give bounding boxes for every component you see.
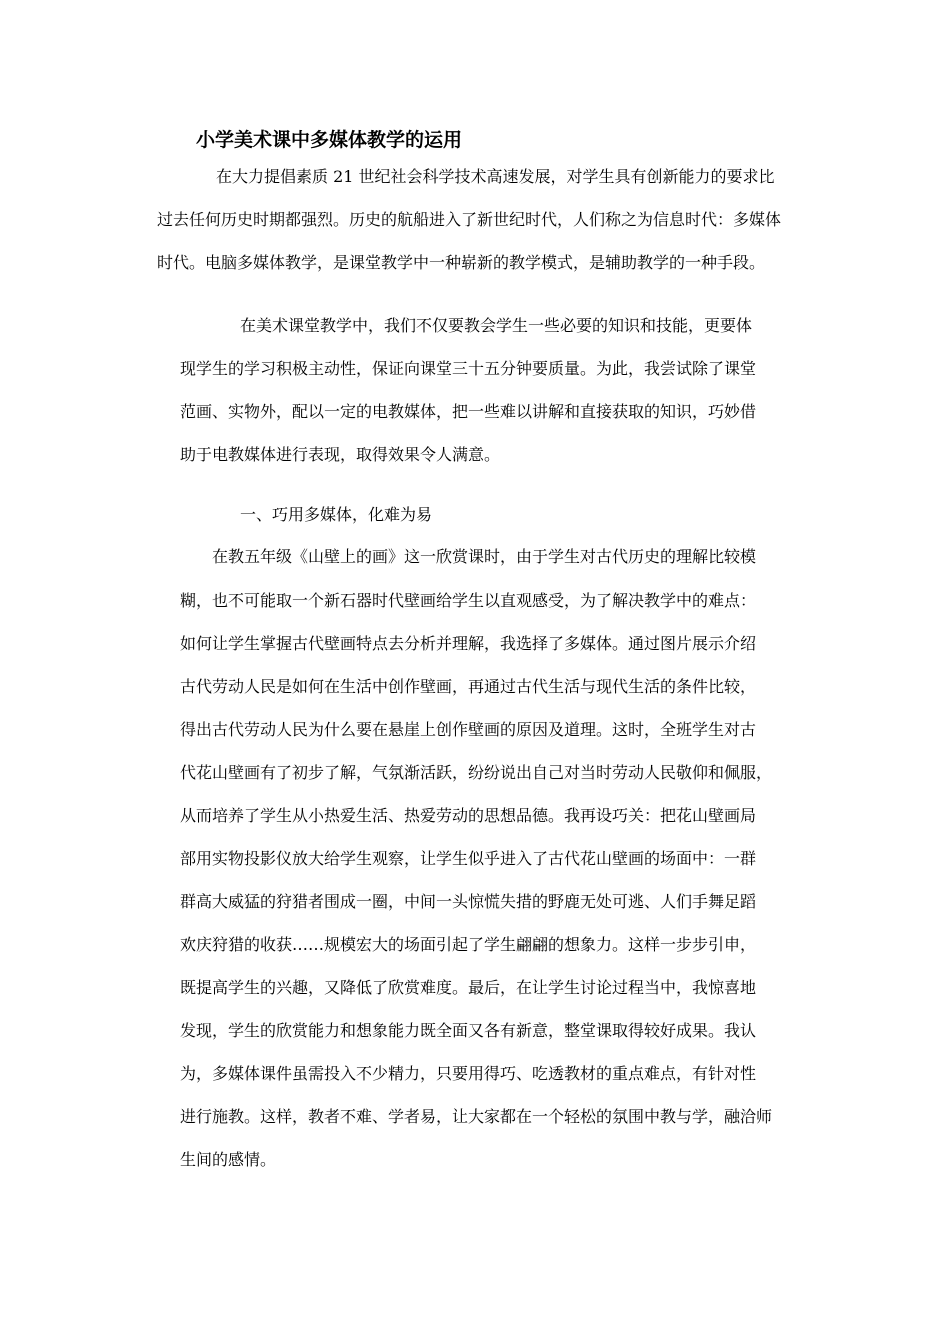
paragraph-line: 在教五年级《山壁上的画》这一欣赏课时，由于学生对古代历史的理解比较模 [212,547,757,566]
paragraph-line: 部用实物投影仪放大给学生观察，让学生似乎进入了古代花山壁画的场面中：一群 [180,849,757,868]
section-heading: 一、巧用多媒体，化难为易 [240,505,433,524]
paragraph-line: 从而培养了学生从小热爱生活、热爱劳动的思想品德。我再设巧关：把花山壁画局 [180,806,757,825]
paragraph-line: 助于电教媒体进行表现，取得效果令人满意。 [180,445,501,464]
paragraph-line: 既提高学生的兴趣，又降低了欣赏难度。最后，在让学生讨论过程当中，我惊喜地 [180,978,757,997]
paragraph-line: 发现，学生的欣赏能力和想象能力既全面又各有新意，整堂课取得较好成果。我认 [180,1021,757,1040]
paragraph-line: 进行施教。这样，教者不难、学者易，让大家都在一个轻松的氛围中教与学，融洽师 [180,1107,773,1126]
paragraph-line: 为，多媒体课件虽需投入不少精力，只要用得巧、吃透教材的重点难点，有针对性 [180,1064,757,1083]
paragraph-line: 代花山壁画有了初步了解，气氛渐活跃，纷纷说出自己对当时劳动人民敬仰和佩服， [180,763,773,782]
intro-line: 过去任何历史时期都强烈。历史的航船进入了新世纪时代，人们称之为信息时代：多媒体 [157,210,782,229]
paragraph-line: 生间的感情。 [180,1150,277,1169]
paragraph-line: 糊，也不可能取一个新石器时代壁画给学生以直观感受，为了解决教学中的难点： [180,591,757,610]
paragraph-line: 范画、实物外，配以一定的电教媒体，把一些难以讲解和直接获取的知识，巧妙借 [180,402,757,421]
paragraph-line: 在美术课堂教学中，我们不仅要教会学生一些必要的知识和技能，更要体 [240,316,753,335]
intro-line: 时代。电脑多媒体教学，是课堂教学中一种崭新的教学模式，是辅助教学的一种手段。 [157,253,766,272]
paragraph-line: 古代劳动人民是如何在生活中创作壁画，再通过古代生活与现代生活的条件比较， [180,677,757,696]
paragraph-line: 群高大威猛的狩猎者围成一圈，中间一头惊慌失措的野鹿无处可逃、人们手舞足蹈 [180,892,757,911]
paragraph-line: 得出古代劳动人民为什么要在悬崖上创作壁画的原因及道理。这时，全班学生对古 [180,720,757,739]
paragraph-line: 如何让学生掌握古代壁画特点去分析并理解，我选择了多媒体。通过图片展示介绍 [180,634,757,653]
paragraph-line: 欢庆狩猎的收获……规模宏大的场面引起了学生翩翩的想象力。这样一步步引申， [180,935,757,954]
paragraph-line: 现学生的学习积极主动性，保证向课堂三十五分钟要质量。为此，我尝试除了课堂 [180,359,757,378]
intro-line: 在大力提倡素质 21 世纪社会科学技术高速发展，对学生具有创新能力的要求比 [216,167,775,186]
document-title: 小学美术课中多媒体教学的运用 [196,129,463,151]
